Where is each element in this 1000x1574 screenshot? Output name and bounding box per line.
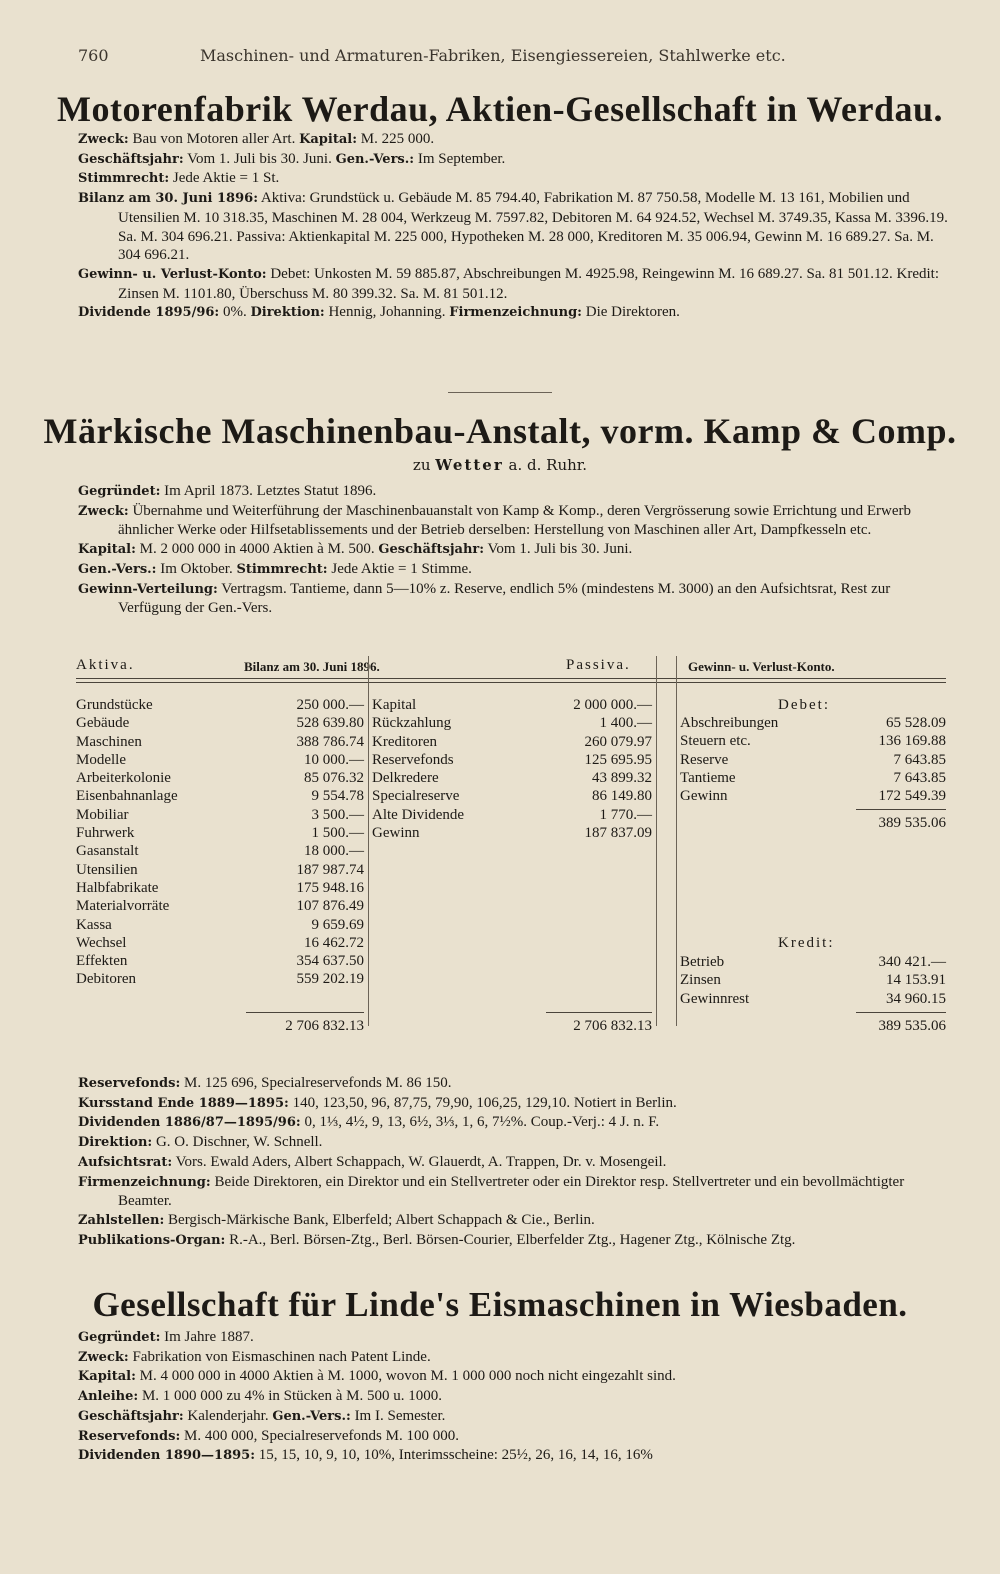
field-value: Vertragsm. Tantieme, dann 5—10% z. Reserve, endlich 5% (mindestens M. 3000) an den Aufsichtsrat, Rest zur Verfügung der Gen.-Vers.: [118, 580, 891, 617]
field-label: Reservefonds:: [78, 1428, 181, 1444]
page-number: 760: [78, 46, 109, 65]
field-label: Gegründet:: [78, 1330, 161, 1345]
field-label: Zweck:: [78, 503, 129, 519]
field-value: Fabrikation von Eismaschinen nach Patent Linde.: [128, 1348, 431, 1365]
aktiva-item: Grundstücke: [76, 697, 153, 713]
field-value: Die Direktoren.: [581, 304, 680, 321]
field-value: M. 400 000, Specialreservefonds M. 100 000.: [180, 1427, 459, 1444]
aktiva-amount: 9 554.78: [311, 788, 364, 805]
kredit-values: [844, 953, 946, 1008]
field-label: Gewinn-Verteilung:: [78, 581, 218, 597]
passiva-label: Passiva.: [566, 657, 631, 673]
debet-amount: 65 528.09: [886, 715, 946, 731]
field-value: Debet: Unkosten M. 59 885.87, Abschreibungen M. 4925.98, Reingewinn M. 16 689.27. Sa. 81 501.12. Kredit: Zinsen M. 1101.80, Überschuss M. 80 399.32. Sa. M. 81 501.12.: [118, 265, 940, 302]
aktiva-item: Fuhrwerk: [76, 825, 135, 842]
passiva-item: Alte Dividende: [372, 806, 465, 823]
entry-line: [78, 580, 950, 618]
entry-line: [78, 1367, 950, 1387]
entry-line: [78, 130, 950, 150]
entry-line: [78, 189, 950, 265]
entry2-subtitle: [0, 456, 1000, 474]
entry-line: [78, 1173, 950, 1211]
entry-line: [78, 1231, 950, 1251]
aktiva-item: Effekten: [76, 953, 128, 970]
field-label: Stimmrecht:: [78, 171, 170, 187]
debet-names: [680, 714, 778, 805]
aktiva-amount: 388 786.74: [296, 733, 364, 750]
aktiva-label: Aktiva.: [76, 657, 135, 673]
entry3-body: [78, 1328, 950, 1466]
entry-line: [78, 303, 950, 323]
aktiva-amount: 354 637.50: [296, 953, 364, 970]
field-label: Bilanz am 30. Juni 1896:: [78, 191, 258, 207]
debet-amount: 7 643.85: [893, 751, 946, 768]
field-label: Firmenzeichnung:: [449, 305, 582, 321]
aktiva-sum-rule: [246, 1012, 364, 1013]
field-label: Aufsichtsrat:: [78, 1154, 173, 1170]
passiva-amount: 1 770.—: [599, 806, 652, 823]
debet-label: Debet:: [778, 697, 830, 713]
aktiva-item: Halbfabrikate: [76, 879, 159, 896]
field-label: Zweck:: [78, 1349, 129, 1365]
field-label: Gen.-Vers.:: [78, 561, 157, 577]
field-label: Anleihe:: [78, 1389, 139, 1405]
passiva-amount: 2 000 000.—: [573, 697, 652, 713]
aktiva-item: Materialvorräte: [76, 898, 170, 915]
passiva-amount: 86 149.80: [592, 788, 652, 805]
aktiva-item: Gasanstalt: [76, 843, 139, 860]
field-value: M. 125 696, Specialreservefonds M. 86 150.: [180, 1075, 452, 1091]
field-label: Geschäftsjahr:: [78, 151, 184, 167]
aktiva-amount: 9 659.69: [311, 916, 364, 933]
field-value: Vors. Ewald Aders, Albert Schappach, W. Glauerdt, A. Trappen, Dr. v. Mosengeil.: [172, 1153, 667, 1170]
aktiva-amount: 187 987.74: [296, 861, 364, 878]
aktiva-total: 2 706 832.13: [285, 1018, 364, 1034]
column-rule: [368, 656, 369, 1026]
aktiva-item: Debitoren: [76, 971, 136, 988]
passiva-amount: 43 899.32: [592, 770, 652, 787]
kredit-names: [680, 953, 749, 1008]
field-label: Zweck:: [78, 132, 129, 147]
aktiva-item: Eisenbahnanlage: [76, 788, 178, 805]
aktiva-item: Utensilien: [76, 861, 138, 878]
passiva-names: [372, 696, 464, 842]
aktiva-amount: 175 948.16: [296, 879, 364, 896]
aktiva-item: Mobiliar: [76, 806, 129, 823]
gv-title: Gewinn- u. Verlust-Konto.: [688, 659, 835, 674]
field-value: Vom 1. Juli bis 30. Juni.: [484, 541, 633, 558]
field-value: Im April 1873. Letztes Statut 1896.: [160, 483, 377, 499]
entry2-details: [78, 1074, 950, 1250]
balance-sheet: [76, 656, 948, 1056]
field-label: Geschäftsjahr:: [78, 1408, 184, 1424]
header-rule-2: [76, 682, 946, 683]
field-label: Kapital:: [78, 1369, 136, 1385]
field-value: Im Oktober.: [156, 560, 237, 577]
aktiva-amount: 107 876.49: [296, 898, 364, 915]
entry-line: [78, 1133, 950, 1153]
aktiva-item: Kassa: [76, 916, 112, 933]
aktiva-amount: 85 076.32: [304, 770, 364, 787]
field-value: Kalenderjahr.: [183, 1407, 273, 1424]
field-label: Dividenden 1886/87—1895/96:: [78, 1115, 301, 1131]
passiva-values: [546, 696, 652, 842]
field-label: Dividende 1895/96:: [78, 305, 220, 321]
passiva-amount: 260 079.97: [584, 733, 652, 750]
field-value: Bau von Motoren aller Art.: [128, 131, 300, 147]
aktiva-names: [76, 696, 178, 989]
entry1-title: Motorenfabrik Werdau, Aktien-Gesellschaft in Werdau.: [56, 89, 944, 129]
aktiva-item: Gebäude: [76, 715, 130, 732]
field-label: Direktion:: [78, 1135, 153, 1151]
debet-item: Gewinn: [680, 788, 728, 805]
field-value: R.-A., Berl. Börsen-Ztg., Berl. Börsen-Courier, Elberfelder Ztg., Hagener Ztg., Kölnische Ztg.: [225, 1231, 796, 1248]
column-rule: [656, 656, 657, 1026]
kredit-total: 389 535.06: [878, 1018, 946, 1034]
aktiva-amount: 3 500.—: [311, 806, 364, 823]
field-value: 15, 15, 10, 9, 10, 10%, Interimsscheine: 25½, 26, 16, 14, 16, 16%: [255, 1447, 653, 1464]
aktiva-item: Modelle: [76, 751, 126, 768]
field-value: Jede Aktie = 1 St.: [169, 170, 280, 187]
entry-line: [78, 1328, 950, 1348]
entry-line: [78, 1348, 950, 1368]
field-label: Zahlstellen:: [78, 1212, 165, 1228]
section-title: Maschinen- und Armaturen-Fabriken, Eisengiessereien, Stahlwerke etc.: [200, 46, 786, 65]
entry-line: [78, 482, 950, 502]
entry-line: [78, 1407, 950, 1427]
entry-line: [78, 1387, 950, 1407]
passiva-sum-rule: [546, 1012, 652, 1013]
passiva-item: Reservefonds: [372, 751, 454, 768]
field-value: G. O. Dischner, W. Schnell.: [152, 1134, 323, 1151]
passiva-item: Rückzahlung: [372, 715, 452, 732]
aktiva-amount: 1 500.—: [311, 825, 364, 842]
entry-line: [78, 169, 950, 189]
aktiva-amount: 559 202.19: [296, 971, 364, 988]
subtitle-suffix: a. d. Ruhr.: [508, 456, 588, 474]
field-value: Übernahme und Weiterführung der Maschinenbauanstalt von Kamp & Komp., deren Vergrösserung sowie Errichtung und Erwerb ähnlicher Werke oder Hilfsetablissements und der Betrieb derselben: Herstellung von Maschinen aller Art, Dampfkesseln etc.: [118, 502, 912, 539]
passiva-amount: 125 695.95: [584, 751, 652, 768]
aktiva-item: Arbeiterkolonie: [76, 770, 171, 787]
passiva-item: Kapital: [372, 697, 417, 713]
field-value: Jede Aktie = 1 Stimme.: [327, 560, 472, 577]
field-value: Vom 1. Juli bis 30. Juni.: [183, 150, 336, 167]
entry-line: [78, 265, 950, 303]
kredit-item: Zinsen: [680, 972, 721, 989]
passiva-total: 2 706 832.13: [573, 1018, 652, 1034]
field-label: Gen.-Vers.:: [272, 1408, 351, 1424]
field-label: Kapital:: [78, 542, 136, 558]
field-label: Publikations-Organ:: [78, 1232, 226, 1248]
kredit-label: Kredit:: [778, 935, 835, 951]
separator: [448, 392, 552, 393]
entry-line: [78, 1153, 950, 1173]
field-label: Geschäftsjahr:: [378, 542, 485, 558]
aktiva-amount: 16 462.72: [304, 934, 364, 951]
entry-line: [78, 502, 950, 540]
field-label: Firmenzeichnung:: [78, 1174, 211, 1190]
passiva-item: Delkredere: [372, 770, 439, 787]
header-rule: [76, 678, 946, 679]
field-label: Reservefonds:: [78, 1076, 181, 1091]
subtitle-prefix: zu: [412, 456, 431, 474]
entry-line: [78, 1211, 950, 1231]
debet-item: Steuern etc.: [680, 733, 751, 750]
aktiva-amount: 10 000.—: [304, 751, 364, 768]
field-label: Kursstand Ende 1889—1895:: [78, 1095, 289, 1111]
passiva-item: Gewinn: [372, 825, 420, 842]
field-value: Im I. Semester.: [350, 1407, 446, 1424]
field-value: M. 1 000 000 zu 4% in Stücken à M. 500 u. 1000.: [138, 1388, 442, 1405]
passiva-item: Specialreserve: [372, 788, 460, 805]
field-value: Beide Direktoren, ein Direktor und ein Stellvertreter oder ein Direktor resp. Stellvertreter und ein bevollmächtigter Beamter.: [118, 1173, 905, 1210]
field-value: 0%.: [219, 304, 251, 321]
column-rule: [676, 656, 677, 1026]
field-value: Hennig, Johanning.: [324, 304, 450, 321]
debet-values: [844, 714, 946, 805]
subtitle-place: Wetter: [435, 456, 504, 474]
debet-sum-rule: [856, 809, 946, 810]
field-label: Direktion:: [250, 305, 325, 321]
field-value: 140, 123,50, 96, 87,75, 79,90, 106,25, 129,10. Notiert in Berlin.: [288, 1094, 677, 1111]
debet-item: Abschreibungen: [680, 715, 779, 731]
passiva-amount: 1 400.—: [599, 715, 652, 732]
aktiva-item: Maschinen: [76, 733, 142, 750]
field-value: Bergisch-Märkische Bank, Elberfeld; Albert Schappach & Cie., Berlin.: [164, 1211, 595, 1228]
entry-line: [78, 540, 950, 560]
debet-total: 389 535.06: [878, 815, 946, 831]
entry1-body: [78, 130, 950, 323]
passiva-amount: 187 837.09: [584, 825, 652, 842]
field-value: Im September.: [414, 150, 506, 167]
kredit-sum-rule: [856, 1012, 946, 1013]
kredit-amount: 14 153.91: [886, 972, 946, 989]
kredit-item: Gewinnrest: [680, 990, 750, 1007]
debet-amount: 7 643.85: [893, 769, 946, 786]
passiva-item: Kreditoren: [372, 733, 437, 750]
aktiva-amount: 528 639.80: [296, 715, 364, 732]
entry-line: [78, 1094, 950, 1114]
field-label: Dividenden 1890—1895:: [78, 1448, 256, 1464]
aktiva-item: Wechsel: [76, 934, 127, 951]
field-value: M. 2 000 000 in 4000 Aktien à M. 500.: [135, 541, 379, 558]
aktiva-amount: 18 000.—: [304, 843, 364, 860]
field-label: Kapital:: [299, 132, 357, 147]
entry-line: [78, 1446, 950, 1466]
kredit-item: Betrieb: [680, 954, 725, 970]
entry-line: [78, 1113, 950, 1133]
entry-line: [78, 150, 950, 170]
debet-item: Tantieme: [680, 769, 736, 786]
aktiva-values: [262, 696, 364, 989]
balance-title: Bilanz am 30. Juni 1896.: [244, 659, 380, 674]
debet-item: Reserve: [680, 751, 729, 768]
debet-amount: 136 169.88: [878, 733, 946, 750]
field-label: Gen.-Vers.:: [335, 151, 415, 167]
field-value: M. 4 000 000 in 4000 Aktien à M. 1000, wovon M. 1 000 000 noch nicht eingezahlt sind.: [135, 1368, 676, 1385]
entry-line: [78, 1074, 950, 1094]
field-label: Gegründet:: [78, 484, 161, 499]
aktiva-amount: 250 000.—: [296, 697, 364, 713]
debet-amount: 172 549.39: [878, 788, 946, 805]
kredit-amount: 340 421.—: [878, 954, 946, 970]
field-label: Stimmrecht:: [236, 561, 328, 577]
entry-line: [78, 560, 950, 580]
field-value: M. 225 000.: [357, 131, 435, 147]
field-value: Aktiva: Grundstück u. Gebäude M. 85 794.40, Fabrikation M. 87 750.58, Modelle M. 13 161, Mobilien und Utensilien M. 10 318.35, Maschinen M. 28 004, Werkzeug M. 7597.82, Debitoren M. 64 924.52, Wechsel M. 3749.35, Kassa M. 3396.19. Sa. M. 304 696.21. Passiva: Aktienkapital M. 225 000, Hypotheken M. 28 000, Kreditoren M. 35 006.94, Gewinn M. 16 689.27. Sa. M. 304 696.21.: [118, 190, 948, 264]
entry2-title: Märkische Maschinenbau-Anstalt, vorm. Kamp & Comp.: [43, 411, 957, 451]
entry-line: [78, 1427, 950, 1447]
entry2-body: [78, 482, 950, 618]
kredit-amount: 34 960.15: [886, 990, 946, 1007]
field-value: 0, 1⅓, 4½, 9, 13, 6½, 3⅓, 1, 6, 7½%. Coup.-Verj.: 4 J. n. F.: [300, 1114, 660, 1131]
field-value: Im Jahre 1887.: [160, 1329, 254, 1345]
field-label: Gewinn- u. Verlust-Konto:: [78, 266, 267, 282]
entry3-title: Gesellschaft für Linde's Eismaschinen in Wiesbaden.: [92, 1285, 908, 1324]
